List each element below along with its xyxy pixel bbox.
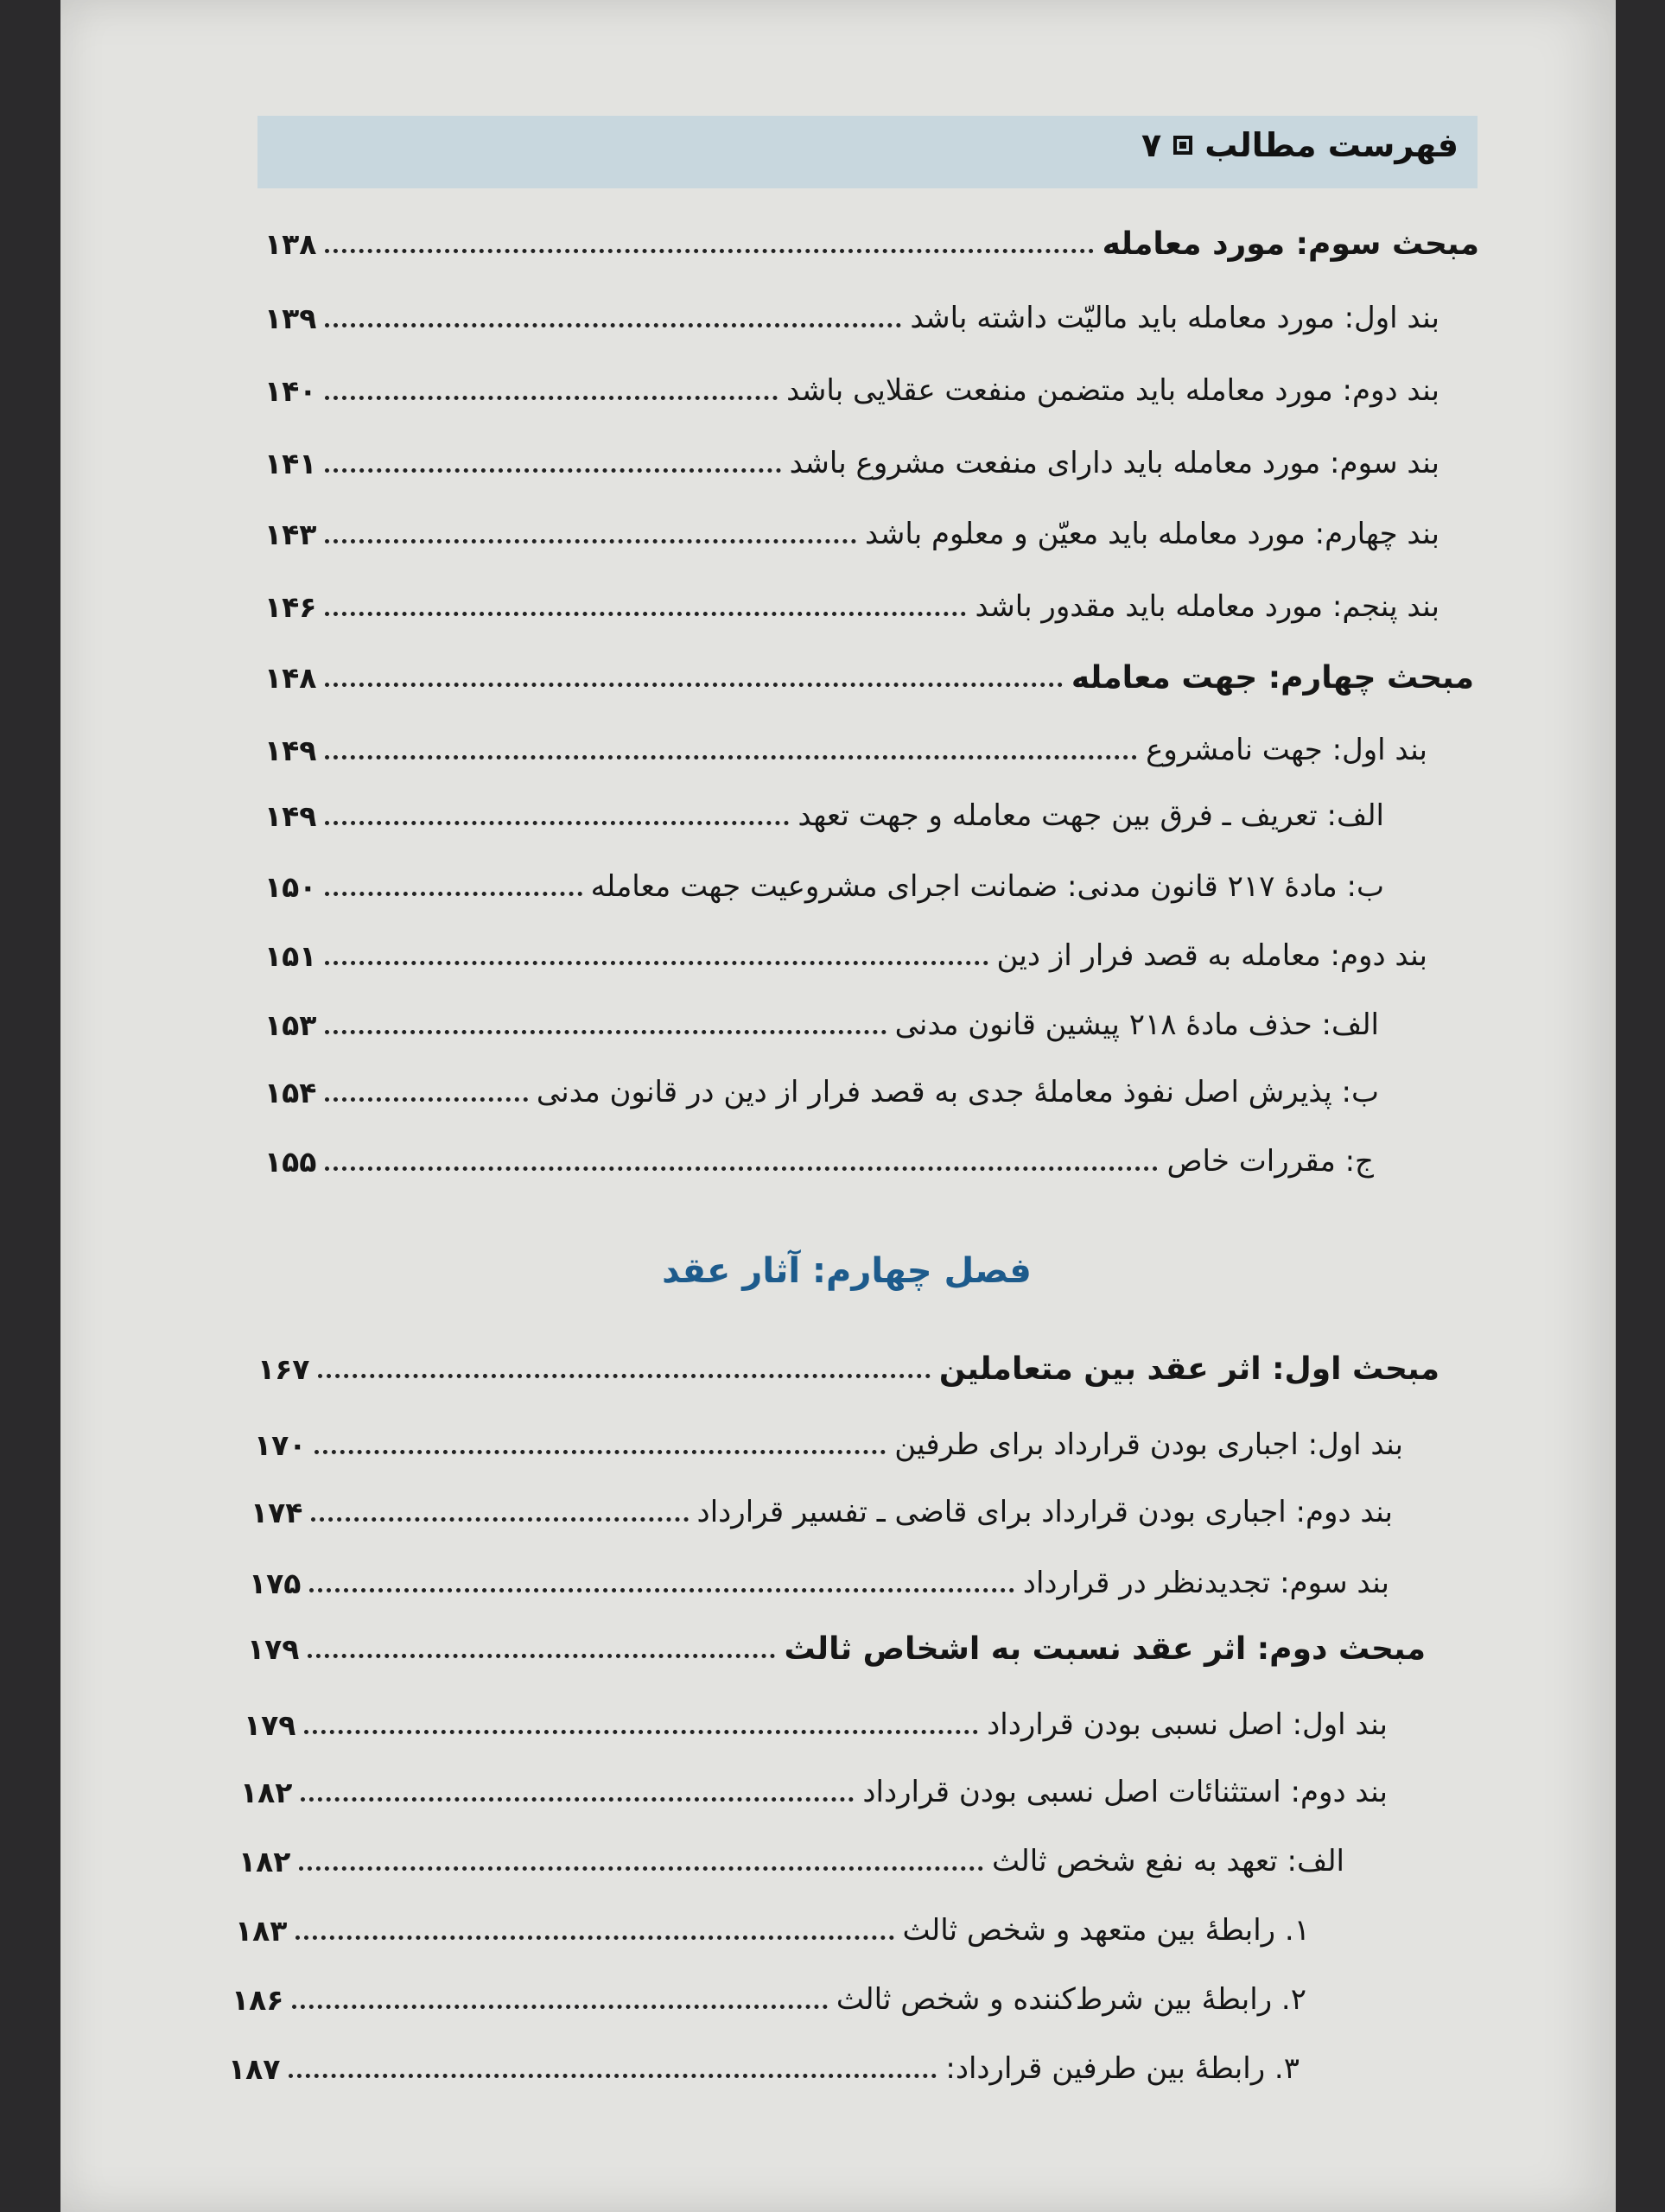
table-of-contents	[60, 0, 1616, 2212]
toc-entry-text: ۳. رابطهٔ بین طرفین قرارداد:	[945, 2051, 1300, 2086]
toc-entry-page: ۱۷۵	[249, 1566, 302, 1600]
toc-entry-text: مبحث سوم: مورد معامله	[1102, 226, 1479, 262]
book-page	[60, 0, 1616, 2212]
toc-entry	[264, 650, 1474, 705]
toc-entry	[238, 1834, 1344, 1889]
toc-entry-text: الف: تعهد به نفع شخص ثالث	[992, 1844, 1344, 1878]
toc-entry-text: بند سوم: تجدیدنظر در قرارداد	[1022, 1566, 1389, 1600]
toc-entry-page: ۱۴۰	[264, 373, 317, 408]
toc-entry	[240, 1764, 1388, 1820]
toc-entry-text: بند چهارم: مورد معامله باید معیّن و معلوم باشد	[865, 517, 1439, 551]
toc-leader-dots	[304, 1730, 978, 1734]
toc-entry-page: ۱۸۶	[232, 1982, 284, 2017]
toc-leader-dots	[311, 1517, 688, 1522]
toc-entry-page: ۱۴۳	[264, 517, 317, 551]
toc-entry	[264, 722, 1427, 778]
toc-entry	[264, 506, 1439, 562]
toc-leader-dots	[325, 961, 988, 965]
toc-entry-page: ۱۸۲	[238, 1844, 291, 1878]
toc-entry-page: ۱۷۴	[251, 1495, 303, 1529]
toc-entry-text: بند دوم: مورد معامله باید متضمن منفعت عقلایی باشد	[786, 373, 1439, 408]
toc-entry	[264, 859, 1384, 914]
toc-leader-dots	[325, 892, 581, 896]
toc-entry	[228, 2041, 1300, 2096]
toc-entry-text: بند اول: جهت نامشروع	[1146, 733, 1427, 767]
toc-entry-text: مبحث چهارم: جهت معامله	[1071, 659, 1474, 696]
toc-leader-dots	[325, 323, 901, 327]
toc-entry-page: ۱۳۸	[264, 226, 317, 261]
toc-leader-dots	[325, 612, 966, 616]
toc-entry-text: بند سوم: مورد معامله باید دارای منفعت مشروع باشد	[789, 446, 1439, 480]
toc-entry	[264, 216, 1479, 271]
toc-leader-dots	[325, 249, 1093, 253]
toc-entry	[244, 1697, 1388, 1752]
toc-leader-dots	[318, 1374, 930, 1378]
toc-entry-page: ۱۶۷	[257, 1351, 310, 1386]
header-page-number: ۷	[1141, 126, 1162, 164]
toc-entry	[254, 1417, 1403, 1472]
toc-entry-page: ۱۷۰	[254, 1427, 307, 1462]
toc-entry-page: ۱۵۴	[264, 1075, 317, 1109]
toc-entry	[232, 1972, 1306, 2027]
toc-entry	[264, 290, 1439, 346]
toc-entry	[257, 1341, 1439, 1396]
toc-entry-page: ۱۵۰	[264, 869, 317, 904]
toc-leader-dots	[325, 396, 778, 400]
toc-leader-dots	[296, 1936, 893, 1940]
toc-entry	[264, 1065, 1379, 1120]
toc-leader-dots	[325, 755, 1137, 760]
toc-entry-page: ۱۴۶	[264, 589, 317, 624]
toc-entry-page: ۱۵۱	[264, 938, 317, 973]
toc-leader-dots	[289, 2074, 937, 2078]
toc-entry-page: ۱۴۹	[264, 733, 317, 767]
toc-entry	[249, 1555, 1389, 1611]
toc-leader-dots	[315, 1450, 886, 1454]
toc-entry-text: مبحث دوم: اثر عقد نسبت به اشخاص ثالث	[784, 1630, 1426, 1667]
toc-entry-text: الف: حذف مادهٔ ۲۱۸ پیشین قانون مدنی	[894, 1007, 1379, 1042]
toc-entry-text: ج: مقررات خاص	[1166, 1144, 1374, 1179]
toc-entry	[235, 1903, 1310, 1958]
toc-entry	[264, 997, 1379, 1052]
toc-entry-text: ۱. رابطهٔ بین متعهد و شخص ثالث	[902, 1913, 1310, 1948]
toc-leader-dots	[325, 468, 780, 473]
toc-entry-text: بند دوم: معامله به قصد فرار از دین	[996, 938, 1427, 973]
toc-entry	[264, 1134, 1374, 1189]
toc-entry-page: ۱۳۹	[264, 301, 317, 335]
toc-leader-dots	[292, 2005, 827, 2009]
toc-entry	[264, 363, 1439, 418]
toc-entry-text: بند اول: مورد معامله باید مالیّت داشته باشد	[910, 301, 1439, 335]
toc-entry	[264, 435, 1439, 491]
toc-entry-text: الف: تعریف ـ فرق بین جهت معامله و جهت تعهد	[798, 798, 1384, 833]
toc-entry-page: ۱۷۹	[247, 1631, 300, 1666]
toc-entry-text: بند دوم: استثنائات اصل نسبی بودن قرارداد	[862, 1775, 1388, 1809]
toc-entry-text: بند اول: اجباری بودن قرارداد برای طرفین	[894, 1427, 1403, 1462]
toc-entry-text: بند دوم: اجباری بودن قرارداد برای قاضی ـ تفسیر قرارداد	[696, 1495, 1393, 1529]
header-title: فهرست مطالب	[1204, 126, 1458, 164]
toc-entry-page: ۱۴۹	[264, 798, 317, 833]
toc-leader-dots	[325, 1030, 886, 1034]
toc-entry	[247, 1621, 1426, 1676]
toc-leader-dots	[325, 683, 1062, 687]
toc-entry-page: ۱۴۸	[264, 660, 317, 695]
toc-entry-page: ۱۸۷	[228, 2051, 281, 2086]
toc-entry-page: ۱۸۳	[235, 1913, 288, 1948]
toc-entry	[264, 928, 1427, 983]
toc-leader-dots	[325, 1166, 1158, 1171]
toc-leader-dots	[308, 1654, 775, 1658]
toc-entry-page: ۱۵۳	[264, 1007, 317, 1042]
toc-entry-page: ۱۷۹	[244, 1707, 296, 1742]
toc-entry-page: ۱۸۲	[240, 1775, 293, 1809]
toc-entry	[251, 1484, 1393, 1540]
toc-leader-dots	[325, 821, 789, 825]
toc-entry-text: بند پنجم: مورد معامله باید مقدور باشد	[975, 589, 1439, 624]
chapter-heading: فصل چهارم: آثار عقد	[662, 1251, 1032, 1291]
toc-leader-dots	[301, 1797, 854, 1802]
toc-entry-text: مبحث اول: اثر عقد بین متعاملین	[938, 1351, 1439, 1387]
toc-entry-text: بند اول: اصل نسبی بودن قرارداد	[987, 1707, 1388, 1742]
toc-leader-dots	[325, 1097, 527, 1102]
toc-entry-text: ۲. رابطهٔ بین شرط‌کننده و شخص ثالث	[836, 1982, 1306, 2017]
toc-entry-page: ۱۵۵	[264, 1144, 317, 1179]
toc-entry	[264, 579, 1439, 634]
toc-leader-dots	[325, 539, 856, 543]
toc-entry-text: ب: پذیرش اصل نفوذ معاملهٔ جدی به قصد فرار از دین در قانون مدنی	[536, 1075, 1379, 1109]
toc-leader-dots	[299, 1866, 983, 1871]
toc-entry-text: ب: مادهٔ ۲۱۷ قانون مدنی: ضمانت اجرای مشروعیت جهت معامله	[590, 869, 1384, 904]
toc-entry	[264, 788, 1384, 843]
toc-entry-page: ۱۴۱	[264, 446, 317, 480]
toc-leader-dots	[309, 1588, 1014, 1592]
